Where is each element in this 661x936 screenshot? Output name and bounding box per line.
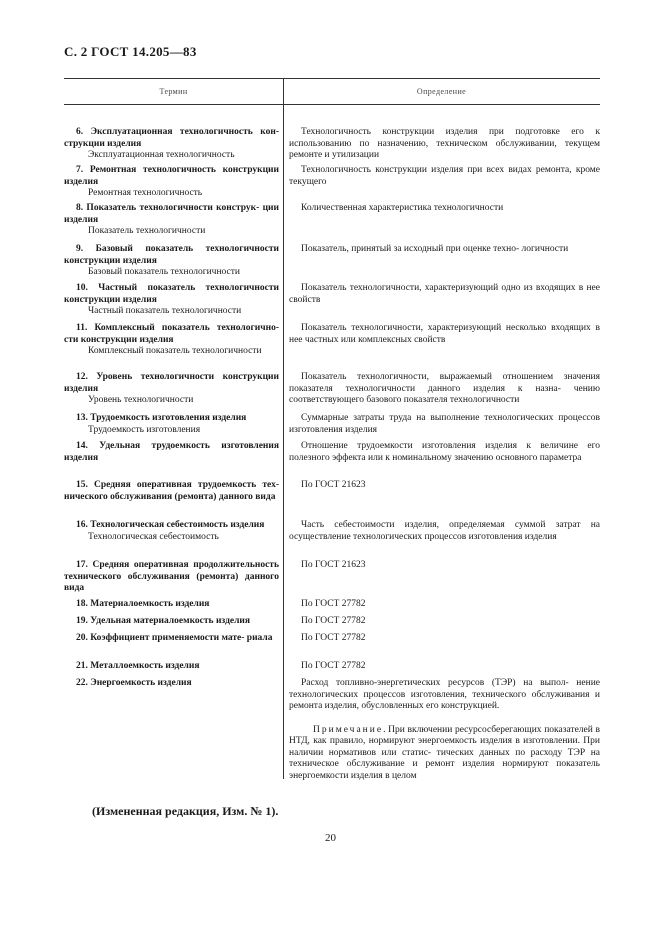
- definition-cell: [283, 480, 600, 503]
- term-title: 13. Трудоемкость изготовления изделия: [76, 413, 247, 423]
- term-short-form: Трудоемкость изготовления: [88, 424, 201, 435]
- term-cell: [64, 441, 283, 464]
- definition-cell: [283, 323, 600, 358]
- definition-cell: [283, 520, 600, 543]
- term-title: 8. Показатель технологичности конструк- ции изделия: [64, 203, 279, 225]
- term-cell: [64, 661, 283, 673]
- term-title: 19. Удельная материалоемкость изделия: [76, 616, 251, 626]
- definition-text: Отношение трудоемкости изготовления изделия к величине его полезного эффекта или к номинальному значению основного параметра: [289, 441, 600, 463]
- term-cell: [64, 480, 283, 503]
- column-header-term: Термин: [159, 87, 188, 96]
- definition-cell: [283, 127, 600, 162]
- definition-cell: [283, 678, 600, 782]
- table-row: [64, 203, 600, 238]
- term-cell: [64, 599, 283, 611]
- page-header: С. 2 ГОСТ 14.205—83: [64, 44, 197, 59]
- table-header: [64, 79, 600, 105]
- definition-text: Показатель, принятый за исходный при оценке техно- логичности: [301, 244, 569, 254]
- definition-text: Расход топливно-энергетических ресурсов (ТЭР) на выпол- нение технологических процессов изготовления, технического обслуживания и ремонта изделия, обусловленных его конструкцией.: [289, 678, 600, 711]
- table-row: [64, 678, 600, 782]
- table-row: [64, 599, 600, 611]
- term-cell: [64, 633, 283, 645]
- term-cell: [64, 165, 283, 200]
- definition-cell: [283, 283, 600, 318]
- definition-cell: [283, 661, 600, 673]
- definition-text: Показатель технологичности, выражаемый отношением значения показателя технологичности данного изделия к назна- чению соответствующего базового показателя технологичности: [289, 372, 600, 405]
- table-row: [64, 633, 600, 645]
- amendment-note: (Измененная редакция, Изм. № 1).: [92, 804, 279, 818]
- term-title: 10. Частный показатель технологичности конструкции изделия: [64, 283, 279, 305]
- term-title: 9. Базовый показатель технологичности конструкции изделия: [64, 244, 279, 266]
- definition-cell: [283, 633, 600, 645]
- term-short-form: Комплексный показатель технологичности: [88, 346, 262, 356]
- definition-cell: [283, 441, 600, 464]
- table-row: [64, 480, 600, 503]
- term-cell: [64, 323, 283, 358]
- table-row: [64, 441, 600, 464]
- terms-table: [64, 78, 600, 781]
- term-title: 20. Коэффициент применяемости мате- риала: [76, 633, 273, 643]
- term-cell: [64, 283, 283, 318]
- definition-text: По ГОСТ 27782: [301, 599, 366, 609]
- term-cell: [64, 560, 283, 595]
- term-cell: [64, 520, 283, 543]
- note-paragraph: [289, 725, 600, 783]
- table-row: [64, 560, 600, 595]
- definition-cell: [283, 616, 600, 628]
- term-title: 11. Комплексный показатель технологично- сти конструкции изделия: [64, 323, 279, 345]
- definition-cell: [283, 165, 600, 200]
- term-short-form: Базовый показатель технологичности: [88, 267, 240, 277]
- note-text: . При включении ресурсосберегающих показателей в НТД, как правило, нормируют энергоемкость изделия в изготовлении. При наличии нормативов или статис- тических данных по расходу ТЭР на техническое обслуживание и ремонт изделия нормируют показатель энергоемкости изделия в целом: [289, 724, 600, 781]
- term-title: 17. Средняя оперативная продолжительность технического обслуживания (ремонта) данного вида: [64, 560, 279, 593]
- definition-cell: [283, 372, 600, 407]
- definition-text: Технологичность конструкции изделия при всех видах ремонта, кроме текущего: [289, 165, 600, 187]
- definition-text: По ГОСТ 27782: [301, 661, 366, 671]
- definition-cell: [283, 203, 600, 238]
- definition-text: По ГОСТ 27782: [301, 633, 366, 643]
- table-row: [64, 413, 600, 436]
- term-cell: [64, 203, 283, 238]
- note-label: Примечание: [313, 724, 384, 735]
- definition-cell: [283, 413, 600, 436]
- definition-text: Технологичность конструкции изделия при подготовке его к использованию по назначению, техническом обслуживании, текущем ремонте и утилизации: [289, 127, 600, 160]
- term-cell: [64, 616, 283, 628]
- term-title: 7. Ремонтная технологичность конструкции изделия: [64, 165, 279, 187]
- definition-cell: [283, 244, 600, 279]
- table-row: [64, 323, 600, 358]
- table-row: [64, 661, 600, 673]
- definition-text: Количественная характеристика технологичности: [301, 203, 504, 213]
- definition-text: Часть себестоимости изделия, определяемая суммой затрат на осуществление технологических процессов изготовления изделия: [289, 520, 600, 542]
- table-row: [64, 372, 600, 407]
- table-row: [64, 616, 600, 628]
- definition-text: По ГОСТ 21623: [301, 560, 366, 570]
- term-short-form: Частный показатель технологичности: [88, 306, 242, 316]
- definition-cell: [283, 560, 600, 595]
- page-number: 20: [325, 832, 336, 844]
- term-cell: [64, 413, 283, 436]
- term-title: 16. Технологическая себестоимость изделия: [76, 520, 265, 530]
- definition-cell: [283, 599, 600, 611]
- term-cell: [64, 678, 283, 782]
- term-title: 18. Материалоемкость изделия: [76, 599, 210, 609]
- table-row: [64, 520, 600, 543]
- table-row: [64, 127, 600, 162]
- term-short-form: Уровень технологичности: [88, 395, 194, 405]
- term-title: 6. Эксплуатационная технологичность кон- струкции изделия: [64, 127, 279, 149]
- term-cell: [64, 127, 283, 162]
- term-title: 14. Удельная трудоемкость изготовления изделия: [64, 441, 279, 463]
- term-title: 21. Металлоемкость изделия: [76, 661, 200, 671]
- term-short-form: Эксплуатационная технологичность: [88, 150, 235, 160]
- table-row: [64, 244, 600, 279]
- definition-text: Показатель технологичности, характеризующий одно из входящих в нее свойств: [289, 283, 600, 305]
- term-short-form: Ремонтная технологичность: [88, 188, 203, 198]
- column-header-definition: Определение: [416, 87, 467, 96]
- term-title: 22. Энергоемкость изделия: [76, 678, 192, 688]
- term-cell: [64, 372, 283, 407]
- term-title: 15. Средняя оперативная трудоемкость тех- нического обслуживания (ремонта) данного вида: [64, 480, 279, 502]
- term-title: 12. Уровень технологичности конструкции изделия: [64, 372, 279, 394]
- term-short-form: Показатель технологичности: [88, 226, 206, 236]
- definition-text: По ГОСТ 27782: [301, 616, 366, 626]
- definition-text: Показатель технологичности, характеризующий несколько входящих в нее частных или комплексных свойств: [289, 323, 600, 345]
- definition-text: По ГОСТ 21623: [301, 480, 366, 490]
- term-short-form: Технологическая себестоимость: [88, 531, 219, 542]
- definition-text: Суммарные затраты труда на выполнение технологических процессов изготовления изделия: [289, 413, 600, 435]
- table-row: [64, 165, 600, 200]
- term-cell: [64, 244, 283, 279]
- table-row: [64, 283, 600, 318]
